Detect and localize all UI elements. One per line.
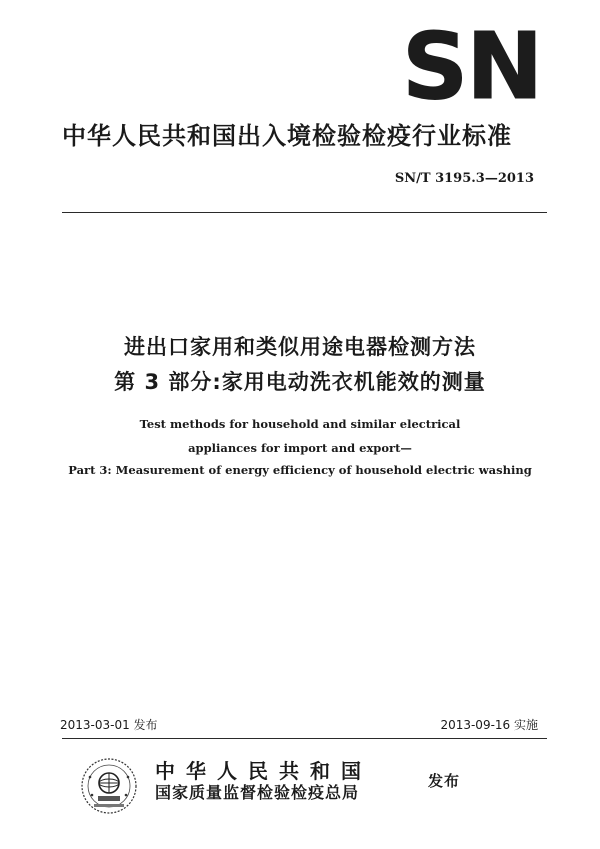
top-divider [62,212,547,213]
sn-logo-text: SN [402,24,552,110]
publisher-line2: 国家质量监督检验检疫总局 [155,783,360,802]
title-en-line3: Part 3: Measurement of energy efficiency of household electric washing [68,463,532,477]
issue-date: 2013-03-01 发布 [60,718,158,732]
publisher-block [155,760,372,804]
seal-graphic [80,757,138,815]
title-en-line2: appliances for import and export— [188,441,412,455]
seal-icon [80,757,138,815]
title-cn-line1: 进出口家用和类似用途电器检测方法 [124,335,476,359]
standard-code: SN/T 3195.3—2013 [394,171,534,186]
bottom-divider [62,738,547,739]
implementation-date: 2013-09-16 实施 [440,718,538,732]
industry-standard-title: 中华人民共和国出入境检验检疫行业标准 [62,122,512,150]
title-cn-line2: 第 3 部分:家用电动洗衣机能效的测量 [114,370,486,394]
publish-label: 发布 [428,772,461,790]
sn-logo [402,13,552,120]
publisher-line1: 中华人民共和国 [155,759,372,783]
title-en-line1: Test methods for household and similar electrical [139,417,461,431]
